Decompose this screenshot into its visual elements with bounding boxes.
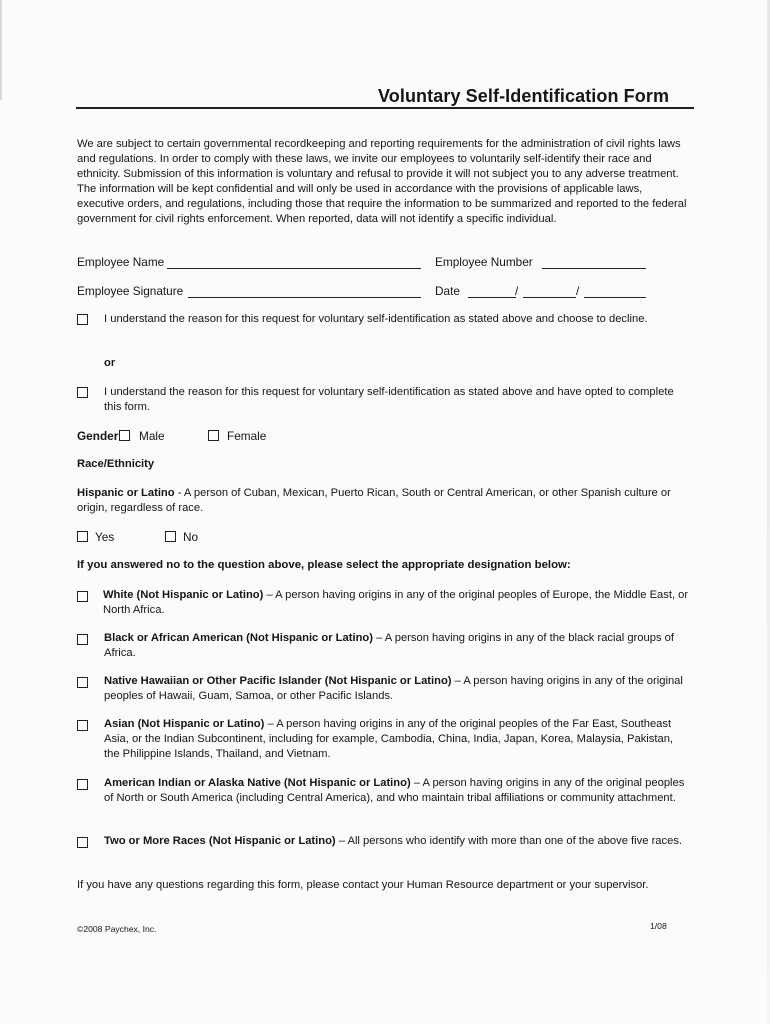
employee-signature-field[interactable]: [188, 297, 421, 298]
race-two-or-more-option: [104, 834, 689, 849]
race-term: Black or African American (Not Hispanic or Latino): [104, 632, 373, 644]
race-term: Two or More Races (Not Hispanic or Latino): [104, 835, 336, 847]
employee-name-label: Employee Name: [77, 255, 165, 269]
date-separator: /: [515, 284, 519, 298]
date-month-field[interactable]: [468, 297, 516, 298]
race-definition: – A person having origins in any of the original peoples of Hawaii, Guam, Samoa, or other Pacific Islands.: [104, 675, 683, 702]
race-term: Asian (Not Hispanic or Latino): [104, 718, 265, 730]
race-definition: – A person having origins in any of the black racial groups of Africa.: [104, 632, 674, 659]
employee-signature-label: Employee Signature: [77, 284, 184, 298]
date-label: Date: [435, 284, 460, 298]
intro-paragraph: We are subject to certain governmental recordkeeping and reporting requirements for the administration of civil rights laws and regulations. In order to comply with these laws, we invite our employees to voluntarily self-identify their race and ethnicity. Submission of this information is voluntary and refusal to provide it will not subject you to any adverse treatment. The information will be kept confidential and will only be used in accordance with the provisions of applicable laws, executive orders, and regulations, including those that require the information to be summarized and reported to the federal government for civil rights enforcement. When reported, data will not identify a specific individual.: [77, 138, 687, 225]
complete-option-text: I understand the reason for this request for voluntary self-identification as stated above and have opted to complete this form.: [104, 386, 674, 413]
race-definition: – A person having origins in any of the original peoples of Europe, the Middle East, or North Africa.: [103, 589, 689, 616]
complete-form-checkbox[interactable]: [77, 387, 88, 398]
male-checkbox[interactable]: [119, 430, 130, 441]
race-pacific-islander-checkbox[interactable]: [77, 677, 88, 688]
revision-code: 1/08: [650, 921, 667, 931]
race-definition: – A person having origins in any of the original peoples of the Far East, Southeast Asia, or the Indian Subcontinent, including for example, Cambodia, China, India, Japan, Korea, Malaysia, Pakistan, the Philippine Islands, Thailand, and Vietnam.: [104, 718, 674, 760]
hispanic-definition-text: - A person of Cuban, Mexican, Puerto Rican, South or Central American, or other Spanish culture or origin, regardless of race.: [77, 487, 671, 514]
decline-checkbox[interactable]: [77, 314, 88, 325]
date-year-field[interactable]: [584, 297, 646, 298]
race-term: American Indian or Alaska Native (Not Hispanic or Latino): [104, 777, 411, 789]
race-asian-checkbox[interactable]: [77, 720, 88, 731]
title-rule: [76, 107, 694, 109]
race-term: White (Not Hispanic or Latino): [103, 589, 264, 601]
race-black-option: [104, 631, 689, 661]
race-term: Native Hawaiian or Other Pacific Islander (Not Hispanic or Latino): [104, 675, 452, 687]
employee-number-label: Employee Number: [435, 255, 533, 269]
hispanic-no-checkbox[interactable]: [165, 531, 176, 542]
date-day-field[interactable]: [523, 297, 576, 298]
hispanic-term: Hispanic or Latino: [77, 487, 175, 499]
race-definition: – All persons who identify with more than one of the above five races.: [335, 835, 683, 847]
date-separator: /: [576, 284, 580, 298]
race-white-checkbox[interactable]: [77, 591, 88, 602]
race-american-indian-checkbox[interactable]: [77, 779, 88, 790]
race-pacific-islander-option: [104, 674, 689, 704]
decline-option-text: I understand the reason for this request for voluntary self-identification as stated above and choose to decline.: [104, 313, 648, 325]
gender-label: Gender: [77, 429, 119, 443]
or-separator: or: [104, 357, 116, 369]
race-white-option: [103, 588, 693, 618]
hispanic-yes-checkbox[interactable]: [77, 531, 88, 542]
hispanic-yes-label: Yes: [95, 530, 115, 544]
closing-paragraph: If you have any questions regarding this form, please contact your Human Resource department or your supervisor.: [77, 879, 649, 891]
female-checkbox[interactable]: [208, 430, 219, 441]
race-american-indian-option: [104, 776, 696, 806]
employee-name-field[interactable]: [167, 268, 421, 269]
race-definition: – A person having origins in any of the original peoples of North or South America (including Central America), and who maintain tribal affiliations or community attachment.: [104, 777, 685, 804]
scan-edge: [0, 0, 2, 100]
male-label: Male: [139, 429, 165, 443]
race-ethnicity-heading: Race/Ethnicity: [77, 458, 155, 470]
page-title: Voluntary Self-Identification Form: [378, 86, 670, 106]
race-black-checkbox[interactable]: [77, 634, 88, 645]
female-label: Female: [227, 429, 267, 443]
hispanic-no-label: No: [183, 530, 199, 544]
employee-number-field[interactable]: [542, 268, 646, 269]
race-asian-option: [104, 717, 689, 762]
designation-prompt: If you answered no to the question above, please select the appropriate designation below:: [77, 559, 571, 571]
copyright: ©2008 Paychex, Inc.: [77, 924, 157, 934]
hispanic-definition: [77, 486, 692, 516]
race-two-or-more-checkbox[interactable]: [77, 837, 88, 848]
